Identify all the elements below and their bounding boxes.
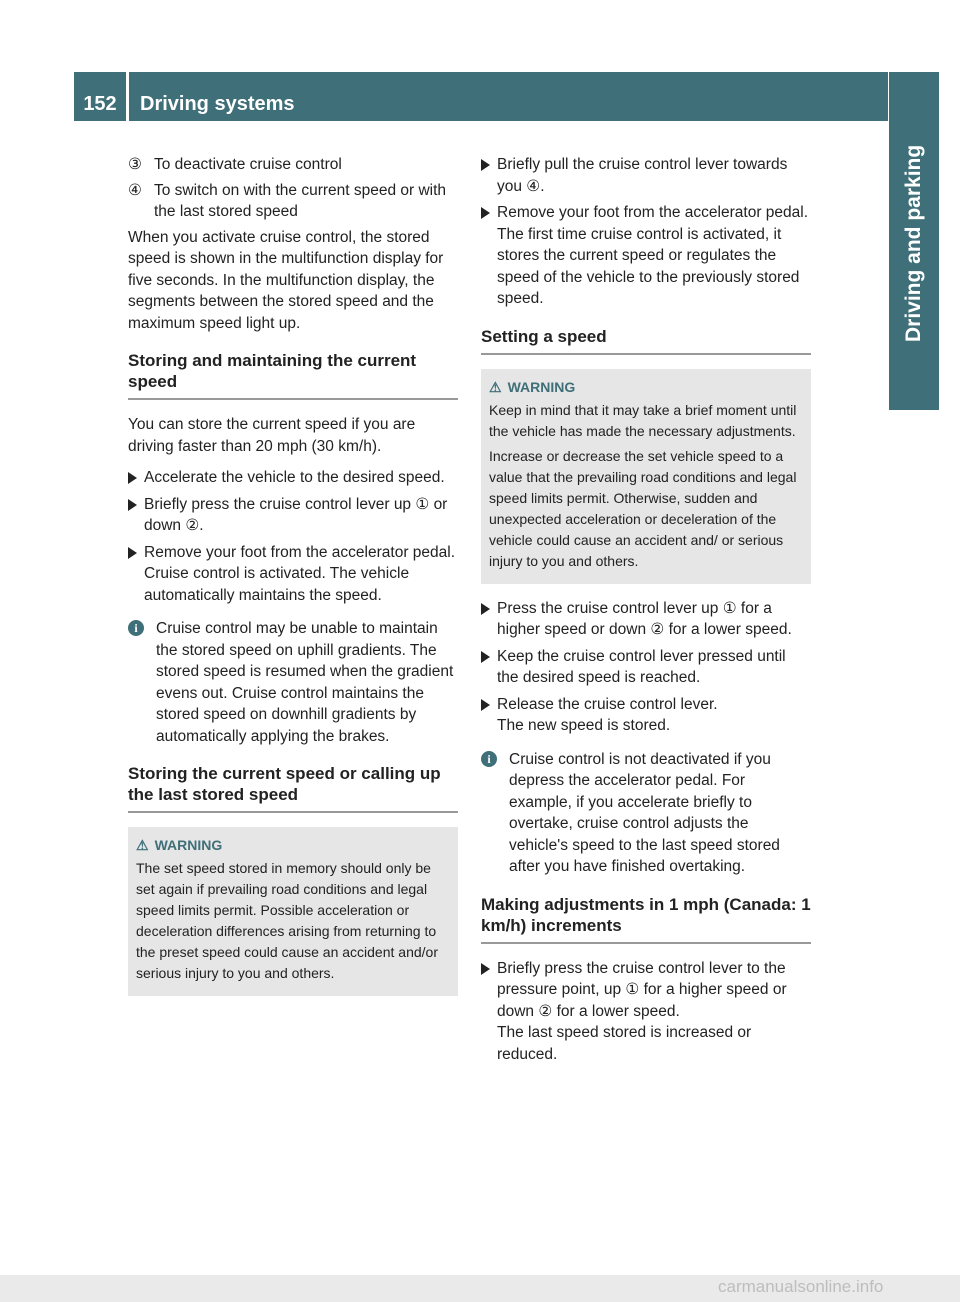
step [128,467,458,489]
info-note [128,618,458,747]
footer-watermark: carmanualsonline.info [718,1277,884,1296]
step-arrow-icon [128,547,137,559]
info-text: Cruise control is not deactivated if you depress the accelerator pedal. For example, if you accelerate briefly to overtake, cruise control adjusts the vehicle's speed to the last speed stored after you have finished overtaking. [509,750,780,875]
step [128,542,458,607]
item-number: ③ [128,156,142,173]
section-heading: Setting a speed [481,326,811,355]
warning-box [128,827,458,996]
section-heading: Storing and maintaining the current speed [128,350,458,400]
warning-label: WARNING [507,378,576,395]
step-arrow-icon [481,207,490,219]
info-icon: i [481,751,497,767]
step-arrow-icon [128,499,137,511]
step-text: Release the cruise control lever. [497,695,718,713]
step-text: Remove your foot from the accelerator pedal. [497,204,809,221]
step-arrow-icon [481,159,490,171]
step-arrow-icon [481,651,490,663]
step-text: Accelerate the vehicle to the desired speed. [144,469,445,486]
step-text: Briefly pull the cruise control lever towards you ④. [497,156,788,195]
page-number: 152 [83,93,117,115]
warning-icon: ⚠ [136,837,149,853]
info-icon: i [128,620,144,636]
step-result: The first time cruise control is activated, it stores the current speed or regulates the speed of the vehicle to the previously stored speed. [497,225,800,307]
step-text: Remove your foot from the accelerator pedal. [144,543,456,561]
list-item [128,180,458,223]
step [481,694,811,737]
warning-text: Increase or decrease the set vehicle speed to a value that the prevailing road conditions and legal speed limits permit. Otherwise, sudden and unexpected acceleration or deceleration of the vehicle could cause an accident and/ or serious injury to you and others. [489,447,797,569]
side-tab-label: Driving and parking [902,144,925,342]
step-arrow-icon [128,472,137,484]
step-arrow-icon [481,603,490,615]
step [128,494,458,537]
step-result: Cruise control is activated. The vehicle automatically maintains the speed. [144,565,410,604]
side-tab-marker [889,350,939,410]
step [481,598,811,641]
item-text: To switch on with the current speed or with the last stored speed [154,181,447,220]
step-result: The new speed is stored. [497,717,671,734]
page-title: Driving systems [140,93,295,115]
step-arrow-icon [481,699,490,711]
paragraph: You can store the current speed if you are driving faster than 20 mph (30 km/h). [128,416,416,455]
warning-icon: ⚠ [489,378,502,395]
step-arrow-icon [481,963,490,975]
warning-label: WARNING [154,837,223,853]
step [481,958,811,1066]
info-text: Cruise control may be unable to maintain the stored speed on uphill gradients. The stored speed is resumed when the gradient evens out. Cruise control maintains the stored speed on downhill gradients by automatically applying the brakes. [156,620,454,745]
header-divider [126,72,129,121]
info-note [481,749,811,878]
step [481,154,811,197]
step-result: The last speed stored is increased or reduced. [497,1024,752,1063]
warning-text: The set speed stored in memory should only be set again if prevailing road conditions and legal speed limits permit. Possible acceleration or deceleration differences arising from returning to the preset speed could cause an accident and/or serious injury to you and others. [136,860,438,981]
list-item [128,154,458,176]
item-number: ④ [128,181,142,199]
intro-paragraph: When you activate cruise control, the stored speed is shown in the multifunction display for five seconds. In the multifunction display, the segments between the stored speed and the maximum speed light up. [128,228,444,332]
item-text: To deactivate cruise control [154,156,342,173]
right-column [481,154,811,1070]
warning-title [136,835,451,856]
warning-title [489,377,804,398]
left-column [128,154,458,1010]
section-heading: Making adjustments in 1 mph (Canada: 1 km/h) increments [481,894,811,944]
warning-text: Keep in mind that it may take a brief moment until the vehicle has made the necessary adjustments. [489,401,797,439]
step-text: Briefly press the cruise control lever up ① or down ②. [144,495,448,534]
warning-box [481,369,811,584]
section-heading: Storing the current speed or calling up the last stored speed [128,763,458,813]
step-text: Briefly press the cruise control lever to the pressure point, up ① for a higher speed or down ② for a lower speed. [497,959,787,1020]
step-text: Press the cruise control lever up ① for a higher speed or down ② for a lower speed. [497,599,792,638]
step [481,202,811,310]
step-text: Keep the cruise control lever pressed until the desired speed is reached. [497,647,786,686]
step [481,646,811,689]
